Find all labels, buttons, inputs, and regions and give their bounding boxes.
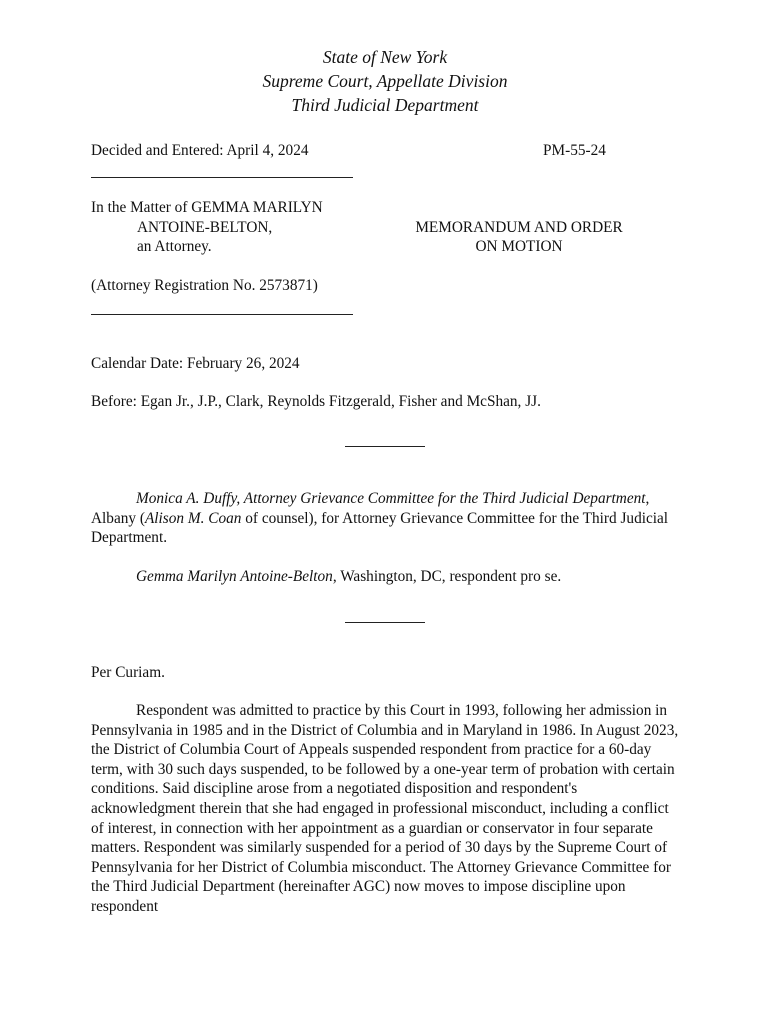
- counsel-agc-name: Monica A. Duffy, Attorney Grievance Committee for the Third Judicial Department: [136, 490, 646, 507]
- court-header-state: State of New York: [322, 47, 448, 67]
- counsel-agc-rest: of counsel), for Attorney Grievance Committee for the Third Judicial Department.: [91, 509, 669, 547]
- court-header-court: Supreme Court, Appellate Division: [262, 71, 508, 91]
- memo-title-line-2: ON MOTION: [475, 238, 563, 255]
- opinion-body-paragraph: Respondent was admitted to practice by this Court in 1993, following her admission in Pennsylvania in 1985 and in the District of Columbia and in Maryland in 1986. In August 2023, the District of Columbia Court of Appeals suspended respondent from practice for a 60-day term, with 30 such days suspended, to be followed by a one-year term of probation with certain conditions. Said discipline arose from a negotiated disposition and respondent's acknowledgment therein that she had engaged in professional misconduct, including a conflict of interest, in connection with her appointment as a guardian or conservator in four separate matters. Respondent was similarly suspended for a period of 30 days by the Supreme Court of Pennsylvania for her District of Columbia misconduct. The Attorney Grievance Committee for the Third Judicial Department (hereinafter AGC) now moves to impose discipline upon respondent: [91, 702, 679, 915]
- section-divider-1: [345, 446, 425, 447]
- caption-line-3: an Attorney.: [137, 238, 212, 255]
- respondent-name: Gemma Marilyn Antoine-Belton: [136, 568, 333, 585]
- calendar-date: Calendar Date: February 26, 2024: [91, 355, 300, 372]
- caption-line-2: ANTOINE-BELTON,: [137, 219, 273, 236]
- court-header-department: Third Judicial Department: [291, 95, 479, 115]
- caption-line-1: In the Matter of GEMMA MARILYN: [91, 199, 323, 216]
- caption-top-rule: [91, 177, 353, 178]
- counsel-of-counsel-name: Alison M. Coan: [144, 509, 242, 527]
- attorney-registration: (Attorney Registration No. 2573871): [91, 277, 318, 294]
- docket-number: PM-55-24: [543, 142, 606, 159]
- per-curiam-heading: Per Curiam.: [91, 664, 165, 681]
- section-divider-2: [345, 622, 425, 623]
- caption-bottom-rule: [91, 314, 353, 315]
- counsel-agc-paragraph: [91, 489, 685, 548]
- counsel-location: , Albany (: [91, 490, 650, 527]
- respondent-paragraph: [91, 567, 685, 587]
- memo-title-line-1: MEMORANDUM AND ORDER: [415, 219, 623, 236]
- decided-entered-date: Decided and Entered: April 4, 2024: [91, 142, 309, 159]
- before-panel: Before: Egan Jr., J.P., Clark, Reynolds Fitzgerald, Fisher and McShan, JJ.: [91, 393, 541, 410]
- respondent-rest: , Washington, DC, respondent pro se.: [332, 568, 562, 585]
